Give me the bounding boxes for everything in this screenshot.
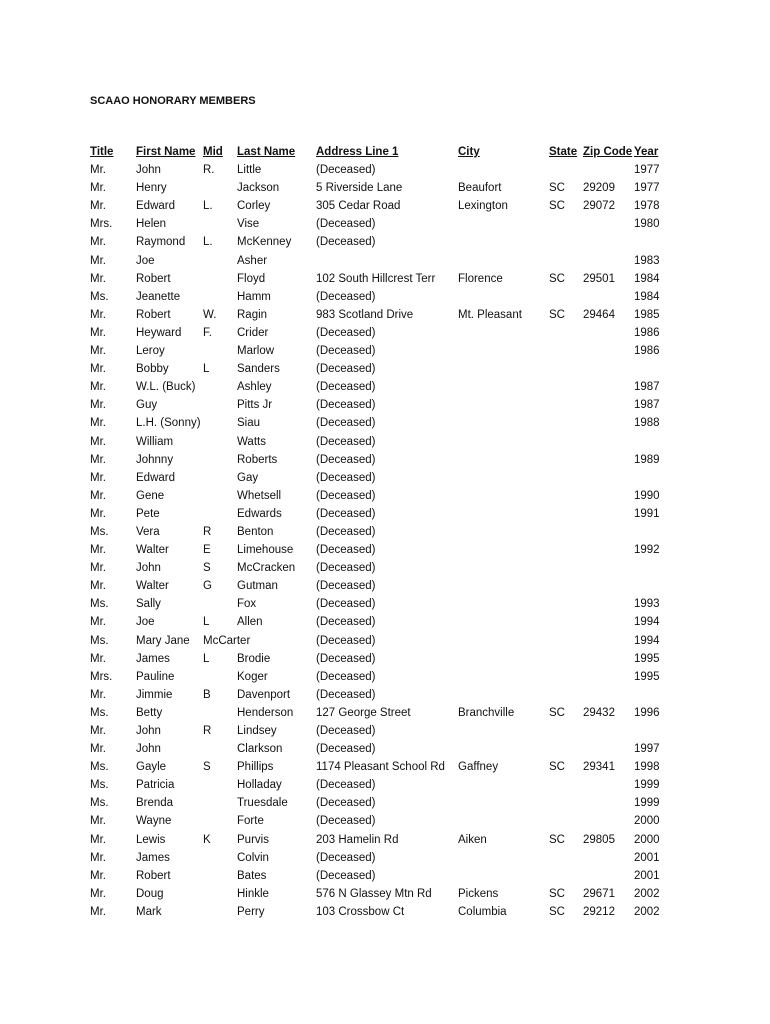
cell-address: 203 Hamelin Rd xyxy=(316,833,399,846)
cell-title: Mrs. xyxy=(90,218,113,231)
cell-title: Mr. xyxy=(90,489,106,502)
cell-year: 1984 xyxy=(634,290,660,303)
table-row xyxy=(90,487,670,505)
cell-title: Mr. xyxy=(90,200,106,213)
cell-city: Florence xyxy=(458,272,503,285)
table-row xyxy=(90,794,670,812)
cell-address: (Deceased) xyxy=(316,743,376,756)
cell-year: 1984 xyxy=(634,272,660,285)
cell-year: 1985 xyxy=(634,308,660,321)
cell-first-name: Sally xyxy=(136,598,161,611)
page-title: SCAAO HONORARY MEMBERS xyxy=(90,95,256,107)
cell-title: Mr. xyxy=(90,887,106,900)
cell-first-name: Jimmie xyxy=(136,688,173,701)
cell-last-name: McKenney xyxy=(237,236,292,249)
cell-title: Mr. xyxy=(90,308,106,321)
cell-first-name: Helen xyxy=(136,218,167,231)
cell-last-name: Davenport xyxy=(237,688,291,701)
cell-first-name: Robert xyxy=(136,272,171,285)
cell-mid: F. xyxy=(203,326,212,339)
cell-title: Ms. xyxy=(90,290,109,303)
cell-last-name: Allen xyxy=(237,616,263,629)
table-row xyxy=(90,469,670,487)
cell-title: Mr. xyxy=(90,236,106,249)
cell-state: SC xyxy=(549,272,565,285)
cell-last-name: Little xyxy=(237,164,262,177)
cell-title: Mr. xyxy=(90,164,106,177)
cell-address: (Deceased) xyxy=(316,544,376,557)
cell-first-name: Jeanette xyxy=(136,290,181,303)
cell-title: Mr. xyxy=(90,182,106,195)
cell-mid: R. xyxy=(203,164,215,177)
cell-title: Mr. xyxy=(90,580,106,593)
cell-first-name: Bobby xyxy=(136,363,169,376)
header-first-name: First Name xyxy=(136,146,196,158)
cell-first-name: James xyxy=(136,851,170,864)
cell-address: 102 South Hillcrest Terr xyxy=(316,272,436,285)
cell-last-name: Clarkson xyxy=(237,743,283,756)
cell-year: 1992 xyxy=(634,544,660,557)
cell-address: (Deceased) xyxy=(316,381,376,394)
cell-year: 1991 xyxy=(634,507,660,520)
cell-address: 103 Crossbow Ct xyxy=(316,905,405,918)
cell-last-name: Sanders xyxy=(237,363,280,376)
cell-year: 2001 xyxy=(634,869,660,882)
table-row xyxy=(90,650,670,668)
cell-title: Mr. xyxy=(90,471,106,484)
cell-first-name: Henry xyxy=(136,182,167,195)
cell-last-name: Ashley xyxy=(237,381,272,394)
header-title: Title xyxy=(90,146,114,158)
cell-first-name: William xyxy=(136,435,174,448)
cell-title: Mr. xyxy=(90,417,106,430)
cell-zip: 29212 xyxy=(583,905,615,918)
cell-last-name: Whetsell xyxy=(237,489,282,502)
cell-first-name: John xyxy=(136,743,161,756)
cell-title: Mr. xyxy=(90,688,106,701)
cell-last-name: Benton xyxy=(237,525,274,538)
cell-first-name: Walter xyxy=(136,580,169,593)
cell-first-name: John xyxy=(136,164,161,177)
header-state: State xyxy=(549,146,578,158)
cell-title: Mr. xyxy=(90,381,106,394)
cell-year: 1997 xyxy=(634,743,660,756)
table-row xyxy=(90,505,670,523)
table-body xyxy=(90,161,670,921)
header-last-name: Last Name xyxy=(237,146,296,158)
cell-first-name: Gene xyxy=(136,489,165,502)
cell-city: Pickens xyxy=(458,887,499,900)
cell-first-name: Betty xyxy=(136,706,163,719)
table-row xyxy=(90,776,670,794)
cell-address: (Deceased) xyxy=(316,797,376,810)
cell-last-name: Vise xyxy=(237,218,260,231)
cell-address: (Deceased) xyxy=(316,164,376,177)
table-row xyxy=(90,613,670,631)
cell-year: 1999 xyxy=(634,797,660,810)
table-row xyxy=(90,595,670,613)
table-row xyxy=(90,161,670,179)
cell-last-name: Colvin xyxy=(237,851,269,864)
cell-first-name: Edward xyxy=(136,200,175,213)
cell-city: Gaffney xyxy=(458,761,499,774)
cell-first-name: Pete xyxy=(136,507,160,520)
cell-address: (Deceased) xyxy=(316,399,376,412)
cell-year: 1983 xyxy=(634,254,660,267)
cell-year: 2000 xyxy=(634,815,660,828)
header-mid: Mid xyxy=(203,146,223,158)
cell-last-name: Pitts Jr xyxy=(237,399,273,412)
cell-year: 2001 xyxy=(634,851,660,864)
cell-zip: 29671 xyxy=(583,887,615,900)
table-row xyxy=(90,215,670,233)
cell-mid: L xyxy=(203,363,210,376)
cell-mid: G xyxy=(203,580,212,593)
cell-first-name: L.H. (Sonny) xyxy=(136,417,201,430)
cell-title: Mrs. xyxy=(90,670,113,683)
cell-year: 1998 xyxy=(634,761,660,774)
cell-mid: S xyxy=(203,761,211,774)
cell-first-name: Lewis xyxy=(136,833,166,846)
cell-title: Ms. xyxy=(90,598,109,611)
cell-state: SC xyxy=(549,833,565,846)
cell-last-name: Purvis xyxy=(237,833,269,846)
cell-mid: K xyxy=(203,833,211,846)
cell-year: 2000 xyxy=(634,833,660,846)
cell-address: (Deceased) xyxy=(316,652,376,665)
cell-address: (Deceased) xyxy=(316,435,376,448)
cell-title: Mr. xyxy=(90,345,106,358)
cell-first-name: Heyward xyxy=(136,326,182,339)
cell-last-name: Henderson xyxy=(237,706,294,719)
cell-address: (Deceased) xyxy=(316,507,376,520)
cell-city: Beaufort xyxy=(458,182,502,195)
cell-year: 1990 xyxy=(634,489,660,502)
cell-first-name: Robert xyxy=(136,869,171,882)
cell-year: 2002 xyxy=(634,905,660,918)
cell-zip: 29209 xyxy=(583,182,615,195)
cell-last-name: Marlow xyxy=(237,345,275,358)
cell-title: Mr. xyxy=(90,544,106,557)
cell-title: Ms. xyxy=(90,634,109,647)
cell-title: Mr. xyxy=(90,869,106,882)
cell-first-name: Edward xyxy=(136,471,175,484)
cell-last-name: Floyd xyxy=(237,272,266,285)
table-row xyxy=(90,360,670,378)
cell-first-name: Pauline xyxy=(136,670,175,683)
cell-last-name: Gutman xyxy=(237,580,278,593)
cell-state: SC xyxy=(549,706,565,719)
cell-first-name: Mary Jane xyxy=(136,634,190,647)
cell-mid: L xyxy=(203,616,210,629)
cell-address: 5 Riverside Lane xyxy=(316,182,403,195)
cell-address: (Deceased) xyxy=(316,489,376,502)
cell-title: Ms. xyxy=(90,525,109,538)
header-year: Year xyxy=(634,146,659,158)
cell-title: Ms. xyxy=(90,761,109,774)
cell-address: (Deceased) xyxy=(316,779,376,792)
cell-year: 1986 xyxy=(634,326,660,339)
cell-first-name: Vera xyxy=(136,525,160,538)
cell-last-name: Edwards xyxy=(237,507,282,520)
cell-year: 1993 xyxy=(634,598,660,611)
cell-address: (Deceased) xyxy=(316,417,376,430)
cell-first-name: James xyxy=(136,652,170,665)
table-row xyxy=(90,668,670,686)
cell-last-name: Watts xyxy=(237,435,266,448)
table-row xyxy=(90,722,670,740)
cell-city: Aiken xyxy=(458,833,487,846)
cell-address: 983 Scotland Drive xyxy=(316,308,414,321)
cell-address: (Deceased) xyxy=(316,453,376,466)
cell-first-name: Joe xyxy=(136,254,155,267)
cell-year: 1980 xyxy=(634,218,660,231)
cell-first-name: Walter xyxy=(136,544,169,557)
table-row xyxy=(90,306,670,324)
cell-first-name: Gayle xyxy=(136,761,167,774)
cell-zip: 29805 xyxy=(583,833,615,846)
table-row xyxy=(90,903,670,921)
cell-title: Mr. xyxy=(90,562,106,575)
cell-year: 1977 xyxy=(634,164,660,177)
cell-first-name: John xyxy=(136,725,161,737)
cell-year: 1988 xyxy=(634,417,660,430)
table-row xyxy=(90,179,670,197)
cell-zip: 29072 xyxy=(583,200,615,213)
table-row xyxy=(90,632,670,650)
header-zip: Zip Code xyxy=(583,146,633,158)
cell-address: (Deceased) xyxy=(316,869,376,882)
table-row xyxy=(90,197,670,215)
cell-zip: 29341 xyxy=(583,761,615,774)
cell-address: (Deceased) xyxy=(316,616,376,629)
cell-last-name: Forte xyxy=(237,815,264,828)
table-row xyxy=(90,451,670,469)
cell-state: SC xyxy=(549,887,565,900)
cell-address: (Deceased) xyxy=(316,815,376,828)
table-row xyxy=(90,541,670,559)
cell-mid: S xyxy=(203,562,211,575)
cell-first-name: Mark xyxy=(136,905,162,918)
cell-year: 1978 xyxy=(634,200,660,213)
cell-last-name: Phillips xyxy=(237,761,274,774)
cell-title: Mr. xyxy=(90,905,106,918)
cell-year: 1994 xyxy=(634,634,660,647)
cell-year: 2002 xyxy=(634,887,660,900)
cell-state: SC xyxy=(549,182,565,195)
cell-address: (Deceased) xyxy=(316,688,376,701)
cell-title: Mr. xyxy=(90,453,106,466)
cell-address: (Deceased) xyxy=(316,598,376,611)
cell-year: 1996 xyxy=(634,706,660,719)
cell-state: SC xyxy=(549,308,565,321)
cell-title: Mr. xyxy=(90,326,106,339)
cell-last-name: Perry xyxy=(237,905,265,918)
cell-mid: R xyxy=(203,725,212,737)
members-table xyxy=(90,143,670,921)
cell-last-name: Gay xyxy=(237,471,259,484)
table-row xyxy=(90,849,670,867)
cell-first-name: Wayne xyxy=(136,815,172,828)
table-row xyxy=(90,233,670,251)
cell-title: Mr. xyxy=(90,435,106,448)
cell-first-name: Brenda xyxy=(136,797,174,810)
cell-title: Mr. xyxy=(90,399,106,412)
cell-title: Mr. xyxy=(90,833,106,846)
table-row xyxy=(90,252,670,270)
cell-year: 1986 xyxy=(634,345,660,358)
cell-zip: 29432 xyxy=(583,706,615,719)
table-row xyxy=(90,758,670,776)
cell-year: 1999 xyxy=(634,779,660,792)
cell-year: 1995 xyxy=(634,670,660,683)
cell-last-name: Truesdale xyxy=(237,797,288,810)
cell-last-name: Hamm xyxy=(237,290,271,303)
cell-state: SC xyxy=(549,200,565,213)
cell-first-name: Patricia xyxy=(136,779,175,792)
cell-title: Mr. xyxy=(90,254,106,267)
cell-city: Branchville xyxy=(458,706,515,719)
cell-last-name: Siau xyxy=(237,417,261,430)
cell-title: Mr. xyxy=(90,743,106,756)
table-row xyxy=(90,812,670,830)
cell-mid: McCarter xyxy=(203,634,251,647)
cell-last-name: Asher xyxy=(237,254,268,267)
cell-first-name: Guy xyxy=(136,399,158,412)
cell-state: SC xyxy=(549,761,565,774)
table-row xyxy=(90,342,670,360)
table-row xyxy=(90,559,670,577)
table-row xyxy=(90,433,670,451)
cell-mid: E xyxy=(203,544,211,557)
cell-address: (Deceased) xyxy=(316,670,376,683)
cell-mid: L. xyxy=(203,236,213,249)
cell-address: (Deceased) xyxy=(316,236,376,249)
cell-year: 1995 xyxy=(634,652,660,665)
header-city: City xyxy=(458,146,480,158)
table-row xyxy=(90,740,670,758)
cell-title: Mr. xyxy=(90,652,106,665)
cell-year: 1977 xyxy=(634,182,660,195)
cell-last-name: Crider xyxy=(237,326,269,339)
cell-state: SC xyxy=(549,905,565,918)
table-row xyxy=(90,577,670,595)
cell-first-name: John xyxy=(136,562,161,575)
table-row xyxy=(90,523,670,541)
cell-last-name: Holladay xyxy=(237,779,282,792)
cell-first-name: Robert xyxy=(136,308,171,321)
cell-first-name: Doug xyxy=(136,887,164,900)
cell-address: (Deceased) xyxy=(316,580,376,593)
cell-title: Mr. xyxy=(90,815,106,828)
cell-address: (Deceased) xyxy=(316,725,376,737)
table-row xyxy=(90,704,670,722)
table-row xyxy=(90,288,670,306)
cell-last-name: Limehouse xyxy=(237,544,294,557)
cell-title: Mr. xyxy=(90,725,106,737)
cell-address: (Deceased) xyxy=(316,290,376,303)
cell-city: Lexington xyxy=(458,200,508,213)
cell-mid: B xyxy=(203,688,211,701)
cell-address: (Deceased) xyxy=(316,525,376,538)
cell-title: Mr. xyxy=(90,507,106,520)
cell-mid: W. xyxy=(203,308,217,321)
cell-year: 1994 xyxy=(634,616,660,629)
header-address: Address Line 1 xyxy=(316,146,399,158)
cell-title: Mr. xyxy=(90,616,106,629)
cell-address: 127 George Street xyxy=(316,706,411,719)
table-row xyxy=(90,885,670,903)
cell-last-name: Brodie xyxy=(237,652,271,665)
cell-zip: 29464 xyxy=(583,308,615,321)
cell-first-name: Johnny xyxy=(136,453,174,466)
table-header xyxy=(90,143,670,161)
cell-address: 1174 Pleasant School Rd xyxy=(316,761,445,774)
cell-last-name: Corley xyxy=(237,200,271,213)
cell-address: (Deceased) xyxy=(316,634,376,647)
cell-last-name: Lindsey xyxy=(237,725,277,737)
cell-address: (Deceased) xyxy=(316,471,376,484)
cell-mid: R xyxy=(203,525,212,538)
cell-address: 576 N Glassey Mtn Rd xyxy=(316,887,432,900)
cell-zip: 29501 xyxy=(583,272,615,285)
cell-first-name: Raymond xyxy=(136,236,186,249)
table-row xyxy=(90,831,670,849)
cell-mid: L. xyxy=(203,200,213,213)
table-row xyxy=(90,414,670,432)
cell-first-name: Leroy xyxy=(136,345,165,358)
cell-city: Columbia xyxy=(458,905,507,918)
cell-title: Mr. xyxy=(90,363,106,376)
cell-address: (Deceased) xyxy=(316,363,376,376)
cell-last-name: Hinkle xyxy=(237,887,269,900)
cell-last-name: Jackson xyxy=(237,182,280,195)
table-row xyxy=(90,686,670,704)
cell-year: 1987 xyxy=(634,399,660,412)
cell-mid: L xyxy=(203,652,210,665)
cell-title: Ms. xyxy=(90,706,109,719)
cell-title: Mr. xyxy=(90,272,106,285)
cell-last-name: Ragin xyxy=(237,308,268,321)
table-row xyxy=(90,396,670,414)
table-row xyxy=(90,867,670,885)
cell-first-name: Joe xyxy=(136,616,155,629)
cell-first-name: W.L. (Buck) xyxy=(136,381,196,394)
cell-last-name: Koger xyxy=(237,670,268,683)
cell-address: (Deceased) xyxy=(316,218,376,231)
cell-last-name: Fox xyxy=(237,598,257,611)
table-row xyxy=(90,270,670,288)
cell-address: 305 Cedar Road xyxy=(316,200,401,213)
cell-address: (Deceased) xyxy=(316,345,376,358)
cell-last-name: Roberts xyxy=(237,453,278,466)
cell-title: Ms. xyxy=(90,779,109,792)
cell-address: (Deceased) xyxy=(316,851,376,864)
cell-last-name: McCracken xyxy=(237,562,296,575)
cell-address: (Deceased) xyxy=(316,326,376,339)
cell-title: Mr. xyxy=(90,851,106,864)
cell-last-name: Bates xyxy=(237,869,267,882)
cell-title: Ms. xyxy=(90,797,109,810)
cell-city: Mt. Pleasant xyxy=(458,308,522,321)
cell-year: 1989 xyxy=(634,453,660,466)
cell-address: (Deceased) xyxy=(316,562,376,575)
cell-year: 1987 xyxy=(634,381,660,394)
table-row xyxy=(90,324,670,342)
table-row xyxy=(90,378,670,396)
